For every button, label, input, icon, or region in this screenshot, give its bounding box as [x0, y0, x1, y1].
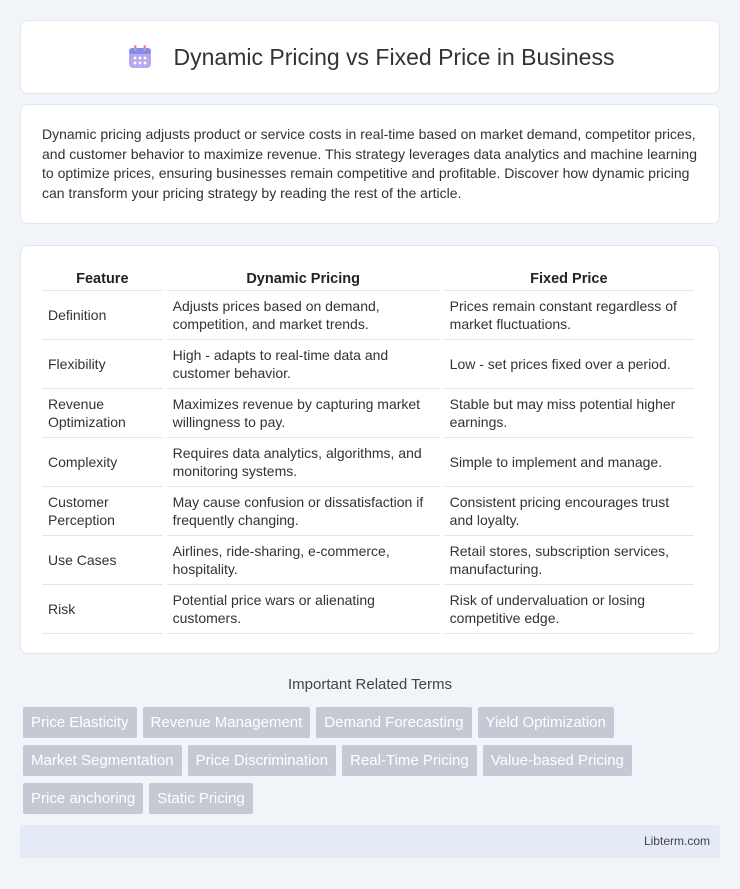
dynamic-cell: May cause confusion or dissatisfaction if frequently changing. — [167, 487, 440, 536]
title-card — [20, 20, 720, 94]
term-tag-revenue-management[interactable]: Revenue Management — [143, 707, 311, 738]
fixed-cell: Simple to implement and manage. — [444, 438, 694, 487]
table-row — [42, 291, 694, 340]
dynamic-cell: Airlines, ride-sharing, e-commerce, hospitality. — [167, 536, 440, 585]
term-tag-price-elasticity[interactable]: Price Elasticity — [23, 707, 137, 738]
table-row — [42, 585, 694, 634]
feature-cell: Complexity — [42, 438, 163, 487]
calendar-icon — [126, 43, 154, 71]
table-header-row — [42, 264, 694, 291]
fixed-cell: Retail stores, subscription services, manufacturing. — [444, 536, 694, 585]
header-dynamic-pricing: Dynamic Pricing — [167, 264, 440, 291]
intro-paragraph: Dynamic pricing adjusts product or service costs in real-time based on market demand, competitor prices, and customer behavior to maximize revenue. This strategy leverages data analytics and machine learning to optimize prices, ensuring businesses remain competitive and profitable. Discover how dynamic pricing can transform your pricing strategy by reading the rest of the article. — [42, 126, 697, 201]
footer-site-link[interactable]: Libterm.com — [643, 834, 710, 848]
fixed-cell: Prices remain constant regardless of market fluctuations. — [444, 291, 694, 340]
comparison-table — [38, 264, 698, 634]
feature-cell: Use Cases — [42, 536, 163, 585]
fixed-cell: Risk of undervaluation or losing competitive edge. — [444, 585, 694, 634]
intro-card — [20, 104, 720, 224]
table-row — [42, 340, 694, 389]
related-terms-list — [23, 707, 723, 814]
dynamic-cell: Maximizes revenue by capturing market willingness to pay. — [167, 389, 440, 438]
footer-bar — [20, 825, 720, 858]
term-tag-value-based-pricing[interactable]: Value-based Pricing — [483, 745, 632, 776]
fixed-cell: Consistent pricing encourages trust and loyalty. — [444, 487, 694, 536]
feature-cell: Flexibility — [42, 340, 163, 389]
feature-cell: Revenue Optimization — [42, 389, 163, 438]
dynamic-cell: Potential price wars or alienating customers. — [167, 585, 440, 634]
dynamic-cell: High - adapts to real-time data and customer behavior. — [167, 340, 440, 389]
feature-cell: Definition — [42, 291, 163, 340]
related-terms-heading: Important Related Terms — [288, 676, 452, 693]
term-tag-market-segmentation[interactable]: Market Segmentation — [23, 745, 182, 776]
term-tag-price-discrimination[interactable]: Price Discrimination — [188, 745, 337, 776]
header-feature: Feature — [42, 264, 163, 291]
table-row — [42, 487, 694, 536]
dynamic-cell: Adjusts prices based on demand, competition, and market trends. — [167, 291, 440, 340]
dynamic-cell: Requires data analytics, algorithms, and monitoring systems. — [167, 438, 440, 487]
term-tag-yield-optimization[interactable]: Yield Optimization — [478, 707, 614, 738]
table-row — [42, 536, 694, 585]
fixed-cell: Low - set prices fixed over a period. — [444, 340, 694, 389]
page-title: Dynamic Pricing vs Fixed Price in Business — [173, 43, 615, 70]
header-fixed-price: Fixed Price — [444, 264, 694, 291]
feature-cell: Risk — [42, 585, 163, 634]
table-row — [42, 389, 694, 438]
table-row — [42, 438, 694, 487]
term-tag-static-pricing[interactable]: Static Pricing — [149, 783, 253, 814]
feature-cell: Customer Perception — [42, 487, 163, 536]
term-tag-demand-forecasting[interactable]: Demand Forecasting — [316, 707, 471, 738]
term-tag-price-anchoring[interactable]: Price anchoring — [23, 783, 143, 814]
fixed-cell: Stable but may miss potential higher earnings. — [444, 389, 694, 438]
term-tag-real-time-pricing[interactable]: Real-Time Pricing — [342, 745, 477, 776]
comparison-table-card — [20, 245, 720, 654]
